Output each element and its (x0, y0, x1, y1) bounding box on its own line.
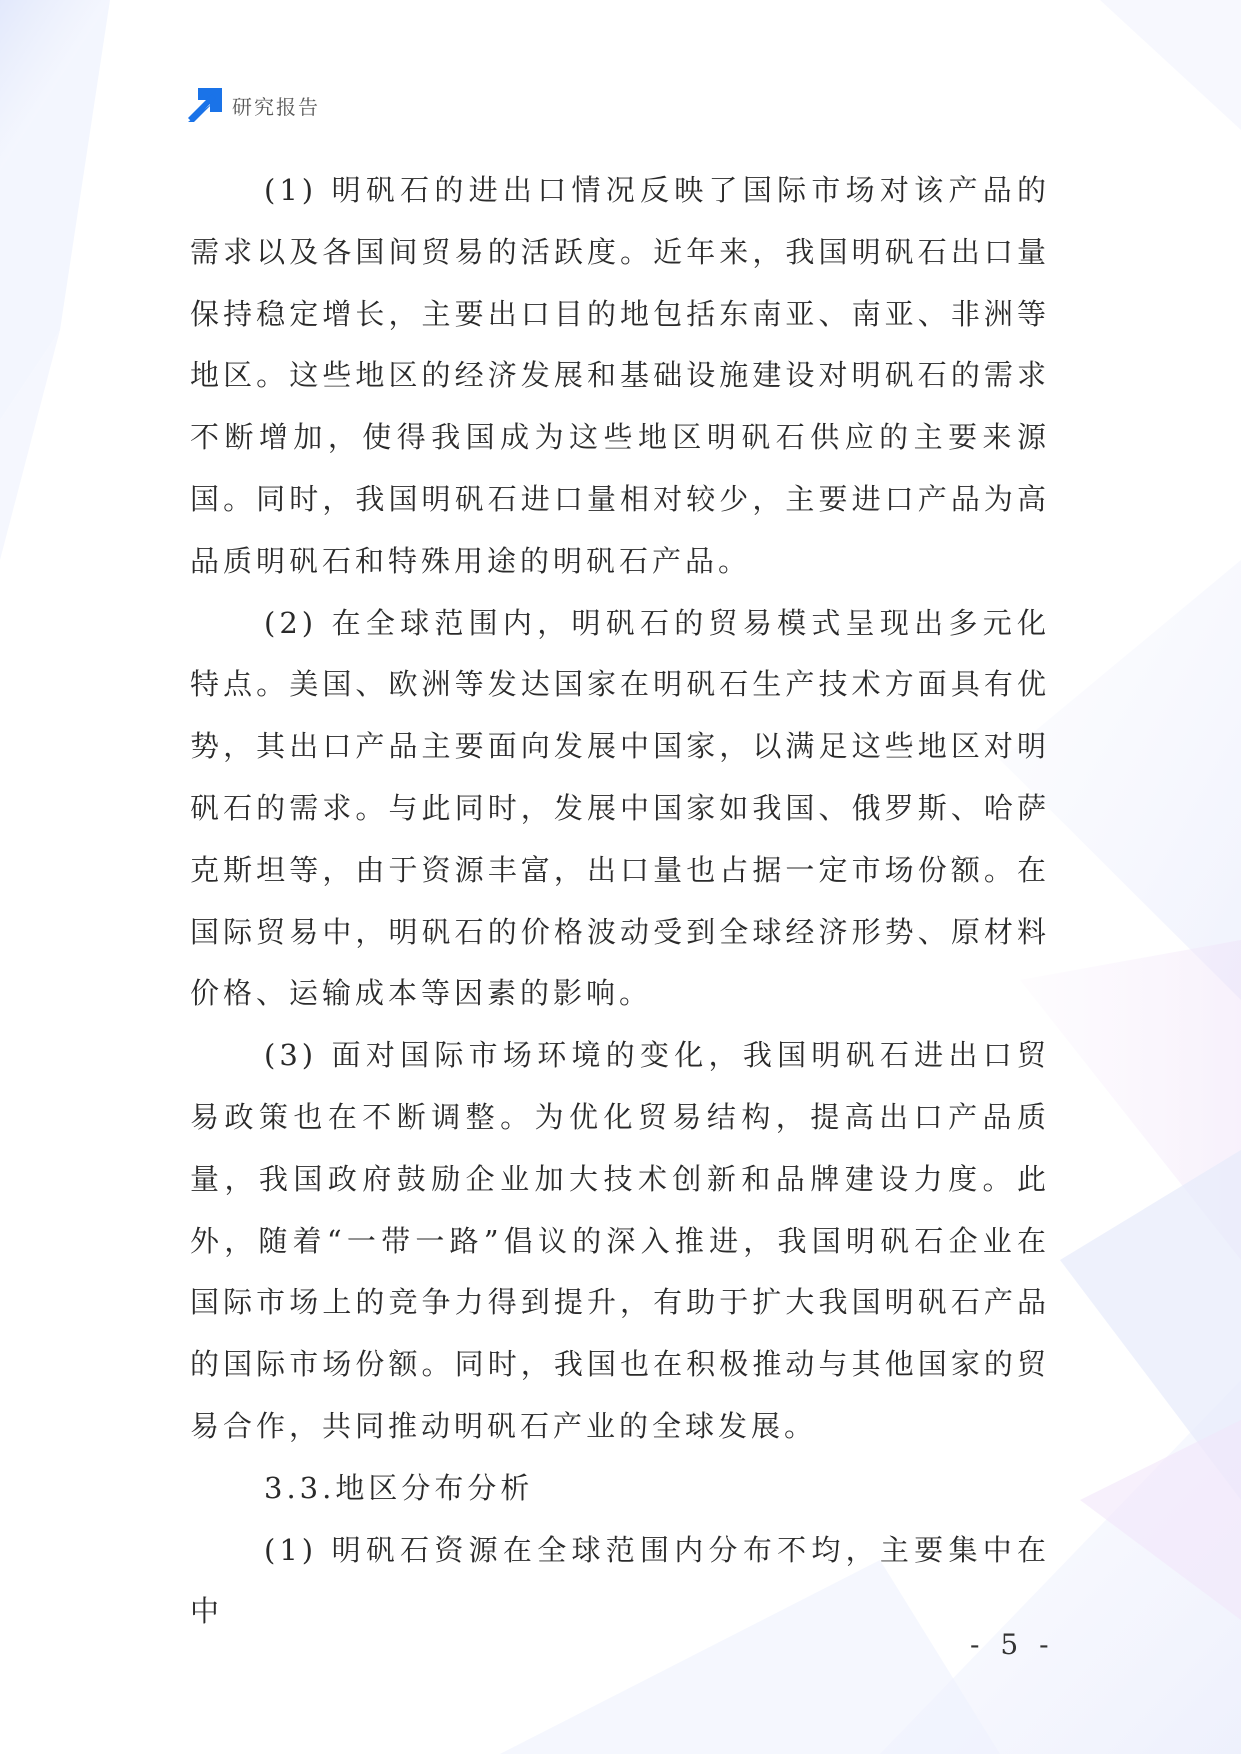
document-body (190, 160, 1050, 1643)
report-logo-arrow-icon (188, 88, 222, 122)
paragraph-1: (1) 明矾石的进出口情况反映了国际市场对该产品的需求以及各国间贸易的活跃度。近年来，我国明矾石出口量保持稳定增长，主要出口目的地包括东南亚、南亚、非洲等地区。这些地区的经济发展和基础设施建设对明矾石的需求不断增加，使得我国成为这些地区明矾石供应的主要来源国。同时，我国明矾石进口量相对较少，主要进口产品为高品质明矾石和特殊用途的明矾石产品。 (190, 173, 1050, 578)
header-title: 研究报告 (232, 94, 320, 119)
paragraph-3: (3) 面对国际市场环境的变化，我国明矾石进出口贸易政策也在不断调整。为优化贸易结构，提高出口产品质量，我国政府鼓励企业加大技术创新和品牌建设力度。此外，随着“一带一路”倡议的深入推进，我国明矾石企业在国际市场上的竞争力得到提升，有助于扩大我国明矾石产品的国际市场份额。同时，我国也在积极推动与其他国家的贸易合作，共同推动明矾石产业的全球发展。 (190, 1038, 1050, 1443)
report-header (188, 88, 320, 122)
section-heading: 3.3.地区分布分析 (264, 1470, 534, 1505)
page-number: - 5 - (970, 1628, 1055, 1661)
paragraph-2: (2) 在全球范围内，明矾石的贸易模式呈现出多元化特点。美国、欧洲等发达国家在明矾石生产技术方面具有优势，其出口产品主要面向发展中国家，以满足这些地区对明矾石的需求。与此同时，发展中国家如我国、俄罗斯、哈萨克斯坦等，由于资源丰富，出口量也占据一定市场份额。在国际贸易中，明矾石的价格波动受到全球经济形势、原材料价格、运输成本等因素的影响。 (190, 605, 1050, 1011)
paragraph-4: (1) 明矾石资源在全球范围内分布不均，主要集中在中 (190, 1532, 1050, 1629)
